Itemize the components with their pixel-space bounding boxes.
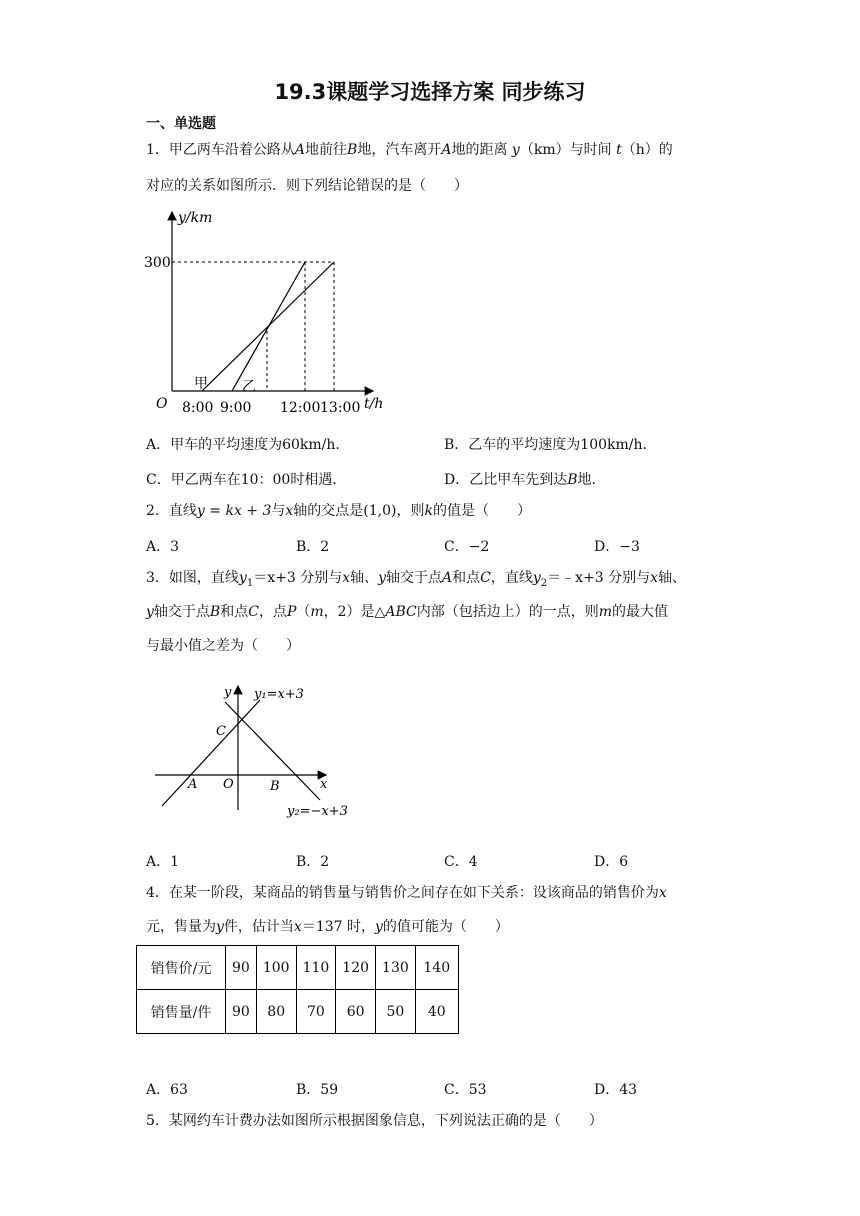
q2-option-b[interactable]: B．2 — [296, 539, 330, 555]
table-cell: 60 — [336, 990, 376, 1034]
label-jia: 甲 — [194, 376, 208, 392]
q1-option-a[interactable]: A．甲车的平均速度为60km/h． — [146, 437, 350, 453]
table-cell: 110 — [296, 946, 336, 990]
q3-line3: 与最小值之差为（ ） — [146, 638, 300, 654]
x-axis-label: t/h — [364, 396, 384, 412]
table-cell: 70 — [296, 990, 336, 1034]
section-heading: 一、单选题 — [146, 116, 216, 132]
line-y1 — [162, 700, 260, 806]
line-yi — [232, 262, 305, 391]
label-yi: 乙 — [242, 379, 256, 395]
point-c-label: C — [216, 724, 226, 739]
table-cell: 120 — [336, 946, 376, 990]
q1-option-c[interactable]: C．甲乙两车在10：00时相遇． — [146, 472, 347, 488]
table-cell: 130 — [376, 946, 416, 990]
table-cell: 40 — [415, 990, 458, 1034]
q4-option-c[interactable]: C．53 — [444, 1082, 487, 1098]
q3-option-a[interactable]: A．1 — [146, 854, 180, 870]
x-tick-13: 13:00 — [320, 400, 361, 416]
table-cell: 100 — [256, 946, 296, 990]
q2-option-a[interactable]: A．3 — [146, 539, 180, 555]
q5-stem: 5．某网约车计费办法如图所示根据图象信息，下列说法正确的是（ ） — [146, 1113, 603, 1129]
price-sales-table — [136, 945, 459, 1034]
table-cell: 90 — [226, 946, 257, 990]
page-title: 19.3课题学习选择方案 同步练习 — [274, 80, 586, 104]
q3-line1: 3．如图，直线$y_1=x+3$ 分别与x轴、y轴交于点A和点C，直线$y_2=﹣x+3$ 分别与x轴、 — [146, 570, 687, 589]
y-label: y — [224, 685, 232, 700]
origin-label: O — [223, 777, 234, 792]
row-header: 销售价/元 — [137, 946, 226, 990]
q3-option-c[interactable]: C．4 — [444, 854, 478, 870]
table-cell: 140 — [415, 946, 458, 990]
table-row — [137, 990, 459, 1034]
q4-line2: 元，售量为y件，估计当x＝137 时，y的值可能为（ ） — [146, 919, 509, 935]
q2-option-c[interactable]: C．−2 — [444, 539, 490, 555]
x-tick-12: 12:00 — [280, 400, 321, 416]
table-cell: 50 — [376, 990, 416, 1034]
q1-option-d[interactable]: D．乙比甲车先到达B地． — [444, 472, 606, 488]
x-tick-8: 8:00 — [182, 400, 214, 416]
q3-option-b[interactable]: B．2 — [296, 854, 330, 870]
q4-line1: 4．在某一阶段，某商品的销售量与销售价之间存在如下关系：设该商品的销售价为x — [146, 885, 667, 901]
q4-option-a[interactable]: A．63 — [146, 1082, 188, 1098]
x-label: x — [320, 777, 328, 792]
x-tick-9: 9:00 — [220, 400, 252, 416]
table-cell: 80 — [256, 990, 296, 1034]
q3-line-graph — [150, 680, 360, 820]
q3-line2: y轴交于点B和点C，点P（m，2）是△ABC内部（包括边上）的一点，则m的最大值 — [146, 604, 668, 620]
q4-option-d[interactable]: D．43 — [594, 1082, 638, 1098]
y-tick-300: 300 — [144, 255, 171, 271]
row-header: 销售量/件 — [137, 990, 226, 1034]
table-row — [137, 946, 459, 990]
q1-option-b[interactable]: B．乙车的平均速度为100km/h． — [444, 437, 657, 453]
q3-option-d[interactable]: D．6 — [594, 854, 629, 870]
point-a-label: A — [188, 777, 198, 792]
q1-line1: 1．甲乙两车沿着公路从A地前往B地，汽车离开A地的距离 y（km）与时间 t（h）的 — [146, 142, 673, 158]
q2-stem: 2．直线y = kx + 3与x轴的交点是(1,0)，则k的值是（ ） — [146, 503, 531, 519]
y-axis-label: y/km — [178, 210, 213, 226]
y1-label: y₁=x+3 — [254, 687, 304, 702]
q2-option-d[interactable]: D．−3 — [594, 539, 640, 555]
table-cell: 90 — [226, 990, 257, 1034]
q1-distance-time-graph — [140, 206, 400, 416]
y2-label: y₂=−x+3 — [287, 804, 348, 819]
origin-label: O — [156, 396, 168, 412]
q4-option-b[interactable]: B．59 — [296, 1082, 339, 1098]
point-b-label: B — [270, 779, 280, 794]
q1-line2: 对应的关系如图所示．则下列结论错误的是（ ） — [146, 178, 468, 194]
